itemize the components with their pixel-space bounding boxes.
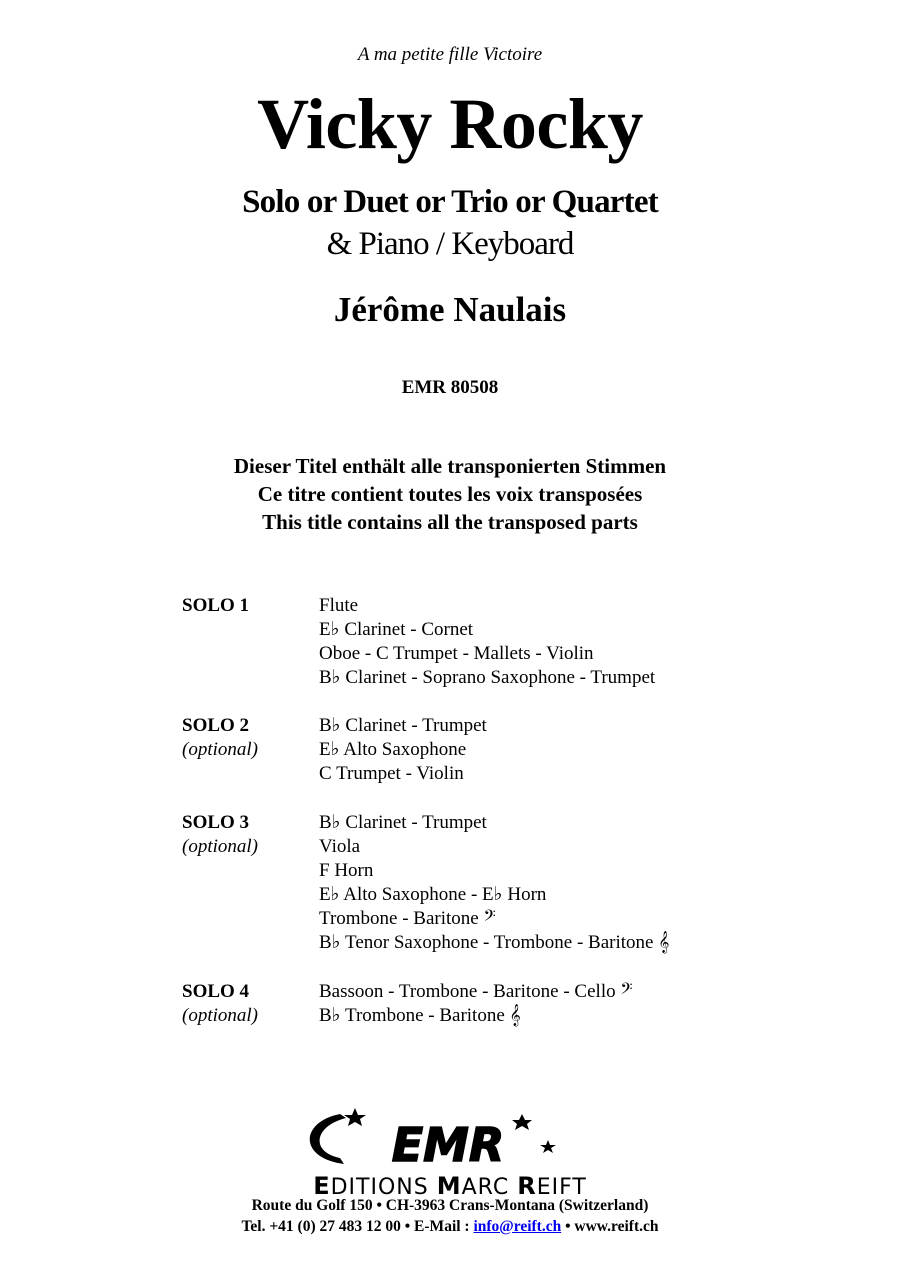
part-item: C Trumpet - Violin: [319, 763, 464, 784]
part-item: E♭ Clarinet - Cornet: [319, 619, 474, 640]
part-item: Flute: [319, 595, 359, 616]
note-german: Dieser Titel enthält alle transponierten Stimmen: [233, 454, 667, 478]
subtitle-accompaniment: & Piano / Keyboard: [326, 226, 574, 262]
part-item: Viola: [319, 836, 361, 857]
publisher-address: Route du Golf 150 • CH-3963 Crans-Montana (Switzerland): [251, 1197, 649, 1214]
optional-label: (optional): [182, 1005, 258, 1026]
part-item: E♭ Alto Saxophone - E♭ Horn: [319, 884, 547, 905]
part-item: B♭ Tenor Saxophone - Trombone - Baritone 𝄞: [319, 932, 670, 953]
solo-parts-list: [319, 594, 655, 690]
catalog-number: EMR 80508: [401, 377, 499, 398]
solo-label-group: [182, 714, 312, 762]
part-item: B♭ Clarinet - Trumpet: [319, 715, 487, 736]
part-item: E♭ Alto Saxophone: [319, 739, 467, 760]
part-item: B♭ Clarinet - Soprano Saxophone - Trumpet: [319, 667, 656, 688]
note-english: This title contains all the transposed parts: [262, 510, 638, 534]
optional-label: (optional): [182, 739, 258, 760]
part-item: B♭ Trombone - Baritone 𝄞: [319, 1005, 521, 1026]
part-item: F Horn: [319, 860, 374, 881]
publisher-initial: M: [436, 1172, 462, 1200]
solo-label: SOLO 4: [182, 981, 250, 1002]
page-title: Vicky Rocky: [257, 84, 643, 164]
dedication: A ma petite fille Victoire: [357, 44, 543, 65]
optional-label: (optional): [182, 836, 258, 857]
star-icon: [540, 1140, 556, 1153]
solo-parts-list: [319, 714, 487, 786]
solo-label: SOLO 1: [182, 595, 250, 616]
publisher-initial: R: [517, 1172, 537, 1200]
solo-label-group: [182, 811, 312, 859]
solo-label-group: [182, 980, 312, 1028]
publisher-initial: E: [313, 1172, 331, 1200]
part-item: B♭ Clarinet - Trumpet: [319, 812, 487, 833]
website-text: • www.reift.ch: [561, 1218, 659, 1235]
note-french: Ce titre contient toutes les voix transposées: [257, 482, 643, 506]
solo-parts-list: [319, 811, 669, 955]
email-link[interactable]: info@reift.ch: [473, 1218, 562, 1235]
telephone-text: Tel. +41 (0) 27 483 12 00 • E-Mail :: [241, 1218, 474, 1235]
logo-text: EMR: [391, 1118, 505, 1172]
subtitle: Solo or Duet or Trio or Quartet: [242, 184, 658, 220]
publisher-word: ARC: [461, 1175, 510, 1200]
solo-parts-list: [319, 980, 633, 1028]
publisher-word: DITIONS: [330, 1175, 429, 1200]
solo-label: SOLO 2: [182, 715, 250, 736]
solo-label: SOLO 3: [182, 812, 250, 833]
star-icon: [512, 1114, 532, 1130]
publisher-contact: [0, 1218, 900, 1236]
star-icon: [344, 1108, 366, 1126]
logo-swoosh: [310, 1114, 346, 1164]
solo-label-group: [182, 594, 312, 618]
emr-logo: [300, 1106, 600, 1174]
part-item: Oboe - C Trumpet - Mallets - Violin: [319, 643, 594, 664]
part-item: Bassoon - Trombone - Baritone - Cello 𝄢: [319, 981, 633, 1002]
composer-name: Jérôme Naulais: [333, 290, 567, 329]
publisher-name: [0, 1172, 900, 1200]
publisher-word: EIFT: [536, 1175, 587, 1200]
part-item: Trombone - Baritone 𝄢: [319, 908, 496, 929]
